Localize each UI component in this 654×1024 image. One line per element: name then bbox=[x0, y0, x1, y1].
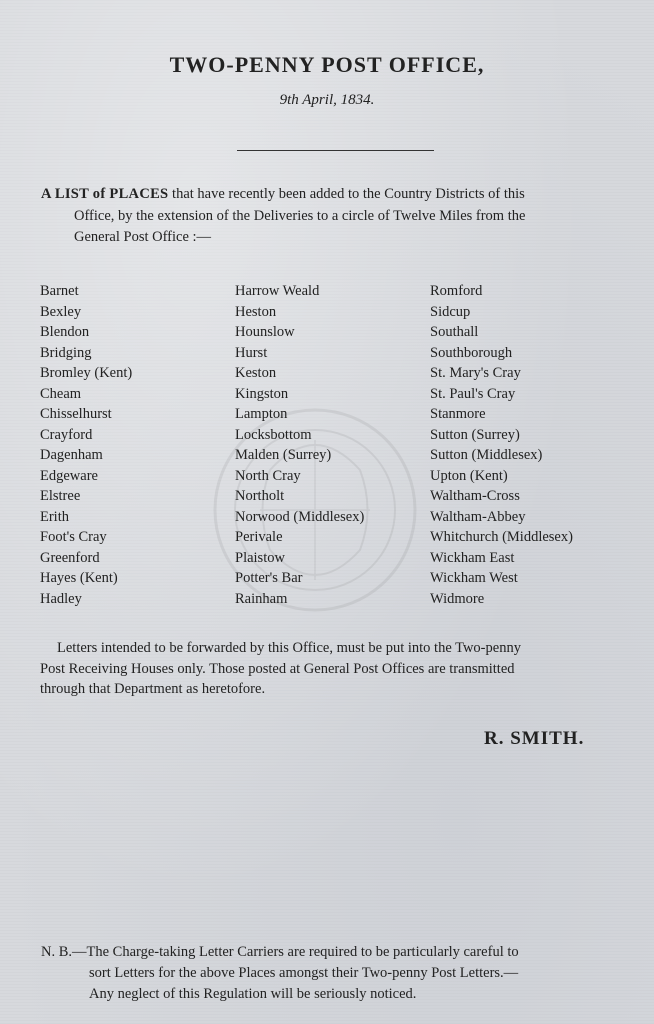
place-name: Southall bbox=[430, 324, 479, 340]
place-name: North Cray bbox=[235, 467, 301, 484]
intro-line-2: Office, by the extension of the Deliveries to a circle of Twelve Miles from the bbox=[74, 207, 526, 224]
place-name: Malden (Surrey) bbox=[235, 447, 332, 463]
place-name: Southborough bbox=[430, 344, 513, 361]
place-name: Erith bbox=[40, 508, 69, 525]
place-name: Sutton (Middlesex) bbox=[430, 447, 543, 463]
place-name: Hurst bbox=[235, 344, 268, 361]
place-name: Locksbottom bbox=[235, 426, 312, 443]
place-name: Waltham-Cross bbox=[430, 488, 520, 504]
place-name: Cheam bbox=[40, 385, 82, 402]
place-name: Keston bbox=[235, 365, 277, 381]
place-name: St. Paul's Cray bbox=[430, 385, 516, 402]
nb-line-1: N. B.—The Charge-taking Letter Carriers are required to be particularly careful to bbox=[41, 944, 519, 960]
place-name: Chisselhurst bbox=[40, 406, 112, 422]
nota-bene bbox=[41, 942, 621, 1005]
place-name: Dagenham bbox=[40, 447, 103, 463]
place-name: Bridging bbox=[40, 344, 92, 361]
places-column-1 bbox=[40, 281, 132, 609]
place-name: Romford bbox=[430, 283, 483, 299]
issue-date: 9th April, 1834. bbox=[279, 92, 375, 108]
place-name: Wickham West bbox=[430, 570, 518, 586]
place-name: Plaistow bbox=[235, 549, 285, 566]
place-name: Whitchurch (Middlesex) bbox=[430, 529, 573, 545]
place-name: Barnet bbox=[40, 283, 79, 299]
place-name: Sidcup bbox=[430, 303, 471, 320]
place-name: Bexley bbox=[40, 303, 82, 320]
nb-line-3: Any neglect of this Regulation will be seriously noticed. bbox=[89, 986, 417, 1002]
place-name: Perivale bbox=[235, 529, 283, 545]
title-divider bbox=[237, 150, 434, 151]
notice-line-2: Post Receiving Houses only. Those posted at General Post Offices are transmitted bbox=[40, 660, 515, 677]
place-name: Stanmore bbox=[430, 406, 486, 422]
intro-line-3: General Post Office :— bbox=[74, 229, 212, 245]
place-name: Bromley (Kent) bbox=[40, 365, 133, 381]
place-name: Hayes (Kent) bbox=[40, 570, 118, 586]
place-name: Hounslow bbox=[235, 324, 295, 340]
notice-line-1: Letters intended to be forwarded by this Office, must be put into the Two-penny bbox=[57, 640, 521, 656]
intro-lead: A LIST of PLACES bbox=[41, 186, 169, 202]
intro-paragraph bbox=[41, 184, 627, 249]
place-name: St. Mary's Cray bbox=[430, 365, 521, 381]
place-name: Sutton (Surrey) bbox=[430, 426, 520, 443]
place-name: Greenford bbox=[40, 549, 100, 566]
places-column-3 bbox=[430, 281, 573, 609]
place-name: Potter's Bar bbox=[235, 570, 303, 586]
notice-paragraph bbox=[40, 638, 624, 700]
place-name: Northolt bbox=[235, 488, 285, 504]
signature: R. SMITH. bbox=[484, 728, 585, 749]
place-name: Rainham bbox=[235, 590, 288, 607]
place-name: Crayford bbox=[40, 426, 93, 443]
intro-line-1 bbox=[41, 184, 627, 206]
place-name: Upton (Kent) bbox=[430, 467, 508, 484]
place-name: Blendon bbox=[40, 324, 90, 340]
places-column-2 bbox=[235, 281, 364, 609]
place-name: Heston bbox=[235, 303, 277, 320]
place-name: Wickham East bbox=[430, 549, 515, 566]
place-name: Norwood (Middlesex) bbox=[235, 508, 365, 525]
nb-line-2: sort Letters for the above Places amongst their Two-penny Post Letters.— bbox=[89, 965, 519, 981]
place-name: Widmore bbox=[430, 590, 485, 607]
place-name: Elstree bbox=[40, 488, 81, 504]
place-name: Kingston bbox=[235, 385, 289, 402]
place-name: Waltham-Abbey bbox=[430, 508, 526, 525]
place-name: Foot's Cray bbox=[40, 529, 107, 545]
page-title: TWO-PENNY POST OFFICE, bbox=[169, 52, 485, 77]
notice-line-3: through that Department as heretofore. bbox=[40, 681, 266, 697]
place-name: Harrow Weald bbox=[235, 283, 320, 299]
place-name: Edgeware bbox=[40, 467, 98, 484]
place-name: Lampton bbox=[235, 406, 288, 422]
place-name: Hadley bbox=[40, 590, 82, 607]
intro-line-1-rest: that have recently been added to the Country Districts of this bbox=[168, 186, 525, 202]
